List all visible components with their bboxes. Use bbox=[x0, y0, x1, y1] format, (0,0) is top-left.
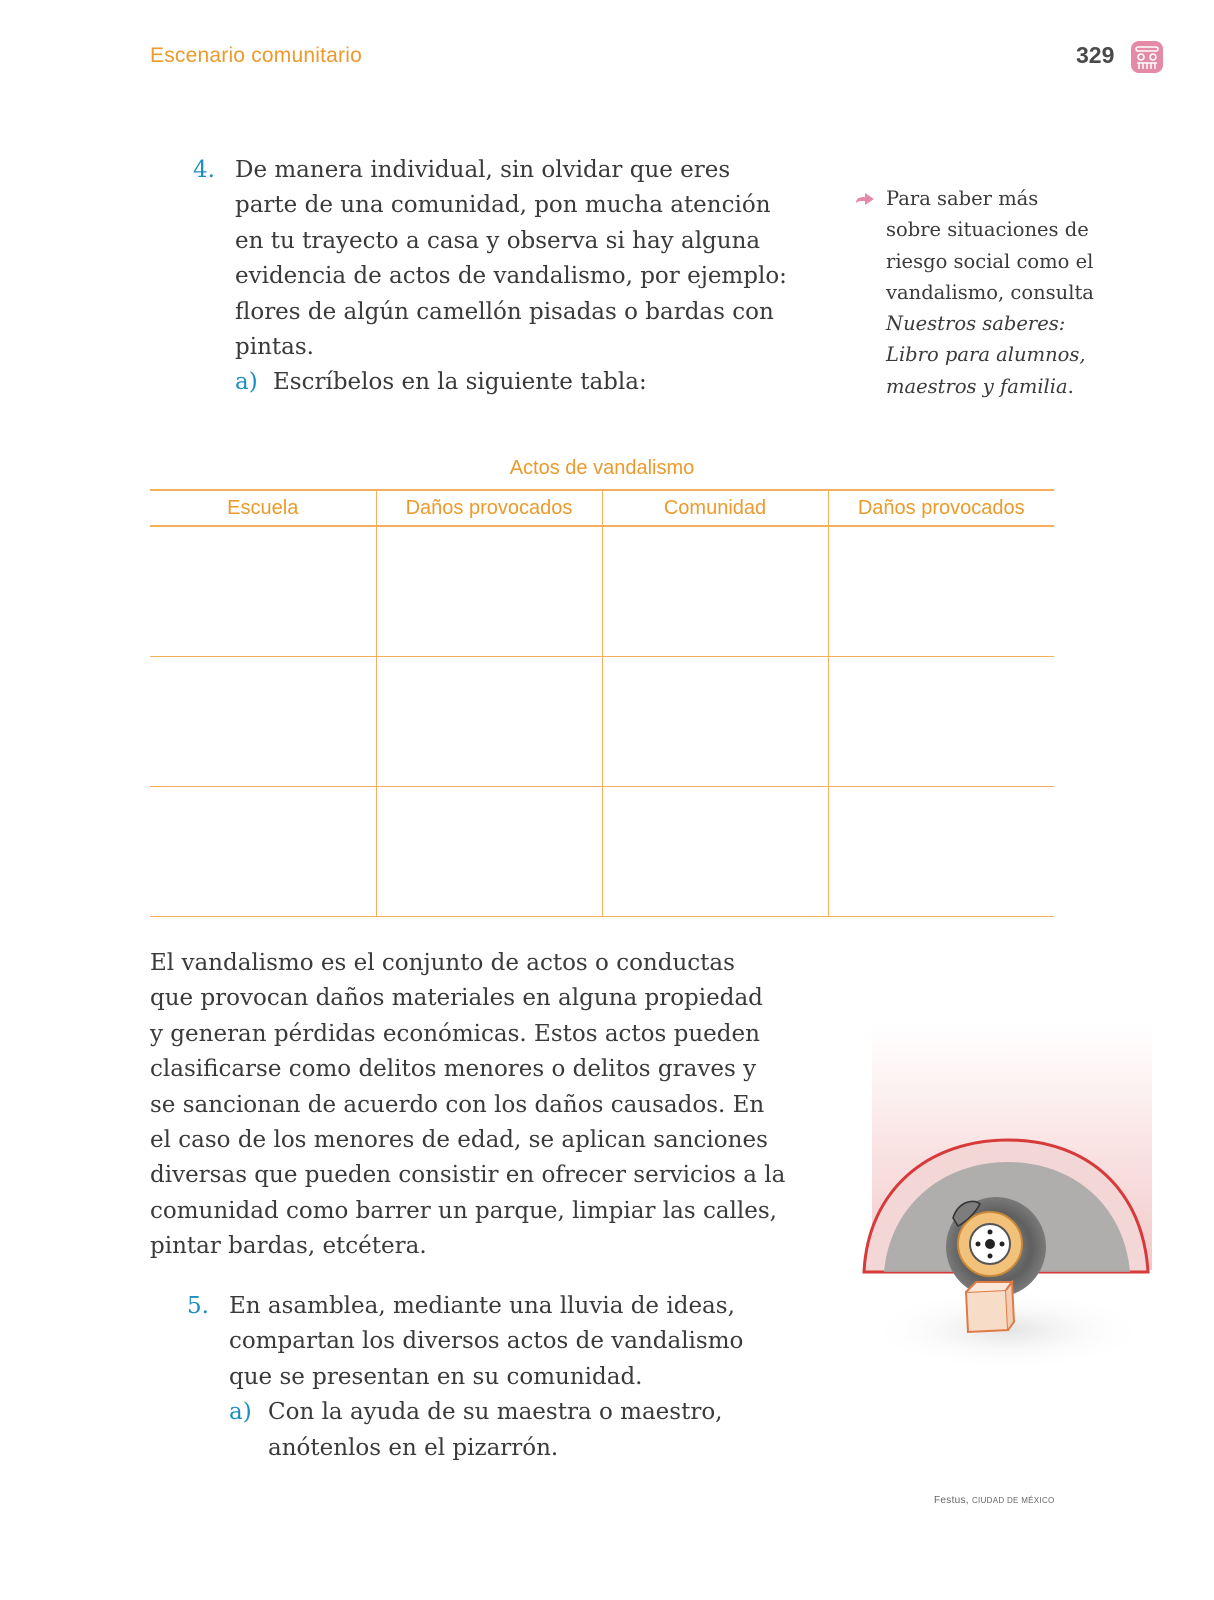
table-cell[interactable] bbox=[150, 657, 376, 787]
table-cell[interactable] bbox=[150, 787, 376, 917]
table-header-row bbox=[150, 490, 1054, 526]
book-title-line: Libro para alumnos, bbox=[886, 343, 1086, 367]
text-line: anótenlos en el pizarrón. bbox=[268, 1434, 559, 1461]
column-header-damages: Daños provocados bbox=[376, 490, 602, 526]
table-cell[interactable] bbox=[828, 526, 1054, 657]
sub-item bbox=[235, 365, 833, 400]
note-line: vandalismo, consulta bbox=[886, 280, 1094, 304]
table-cell[interactable] bbox=[828, 657, 1054, 787]
book-title-line: Nuestros saberes: bbox=[886, 312, 1066, 336]
note-line: riesgo social como el bbox=[886, 249, 1094, 273]
credit-name: Festus, bbox=[934, 1495, 969, 1506]
sub-item-label: a) bbox=[229, 1399, 252, 1426]
sidebar-note bbox=[886, 183, 1136, 402]
section-title: Escenario comunitario bbox=[150, 44, 362, 67]
credit-place: CIUDAD DE MÉXICO bbox=[971, 1496, 1055, 1505]
text-line: diversas que pueden consistir en ofrecer servicios a la bbox=[150, 1162, 786, 1189]
text-line: que provocan daños materiales en alguna propiedad bbox=[150, 985, 763, 1012]
column-header-school: Escuela bbox=[150, 490, 376, 526]
text-line: comunidad como barrer un parque, limpiar las calles, bbox=[150, 1197, 777, 1224]
table-row bbox=[150, 657, 1054, 787]
activity-number: 4. bbox=[193, 157, 215, 183]
activity-5 bbox=[187, 1289, 807, 1466]
text-line: pintas. bbox=[235, 334, 314, 361]
table-row bbox=[150, 787, 1054, 917]
table-cell[interactable] bbox=[602, 526, 828, 657]
text-line: en tu trayecto a casa y observa si hay alguna bbox=[235, 227, 761, 254]
note-line: sobre situaciones de bbox=[886, 218, 1089, 242]
table-cell[interactable] bbox=[150, 526, 376, 657]
illustration-credit bbox=[934, 1495, 1055, 1506]
table-cell[interactable] bbox=[376, 787, 602, 917]
book-title-end: maestros y familia bbox=[886, 374, 1068, 398]
table-cell[interactable] bbox=[828, 787, 1054, 917]
sub-item-label: a) bbox=[235, 369, 258, 396]
note-period: . bbox=[1067, 374, 1074, 398]
section-glyph-icon bbox=[1130, 40, 1164, 74]
sub-item-text: Escríbelos en la siguiente tabla: bbox=[273, 369, 647, 396]
column-header-damages: Daños provocados bbox=[828, 490, 1054, 526]
vandalism-table bbox=[150, 489, 1054, 917]
text-line: evidencia de actos de vandalismo, por ejemplo: bbox=[235, 263, 787, 290]
vandalism-definition-paragraph bbox=[150, 946, 830, 1265]
text-line: Con la ayuda de su maestra o maestro, bbox=[268, 1399, 723, 1426]
note-line: Para saber más bbox=[886, 187, 1039, 210]
text-line: El vandalismo es el conjunto de actos o conductas bbox=[150, 950, 735, 976]
activity-number: 5. bbox=[187, 1293, 209, 1319]
activity-4 bbox=[193, 153, 833, 401]
table-row bbox=[150, 526, 1054, 657]
column-header-community: Comunidad bbox=[602, 490, 828, 526]
text-line: que se presentan en su comunidad. bbox=[229, 1363, 643, 1390]
text-line: clasificarse como delitos menores o delitos graves y bbox=[150, 1056, 757, 1083]
text-line: parte de una comunidad, pon mucha atención bbox=[235, 192, 771, 219]
sub-item bbox=[229, 1395, 807, 1466]
table-cell[interactable] bbox=[602, 657, 828, 787]
text-line: se sancionan de acuerdo con los daños causados. En bbox=[150, 1091, 765, 1118]
text-line: compartan los diversos actos de vandalismo bbox=[229, 1328, 744, 1355]
text-line: pintar bardas, etcétera. bbox=[150, 1233, 427, 1260]
activity-text bbox=[229, 1289, 807, 1466]
activity-text bbox=[235, 153, 833, 401]
page-number: 329 bbox=[1076, 42, 1115, 68]
table-caption: Actos de vandalismo bbox=[509, 457, 695, 479]
arrow-right-icon bbox=[855, 191, 875, 207]
table-cell[interactable] bbox=[602, 787, 828, 917]
table-cell[interactable] bbox=[376, 526, 602, 657]
table-cell[interactable] bbox=[376, 657, 602, 787]
text-line: En asamblea, mediante una lluvia de ideas, bbox=[229, 1293, 735, 1319]
text-line: De manera individual, sin olvidar que eres bbox=[235, 157, 731, 183]
wheel-drawing-illustration bbox=[858, 990, 1168, 1380]
text-line: y generan pérdidas económicas. Estos actos pueden bbox=[150, 1020, 760, 1047]
book-title-line bbox=[886, 371, 1136, 402]
text-line: el caso de los menores de edad, se aplican sanciones bbox=[150, 1127, 768, 1154]
text-line: flores de algún camellón pisadas o bardas con bbox=[235, 298, 774, 325]
